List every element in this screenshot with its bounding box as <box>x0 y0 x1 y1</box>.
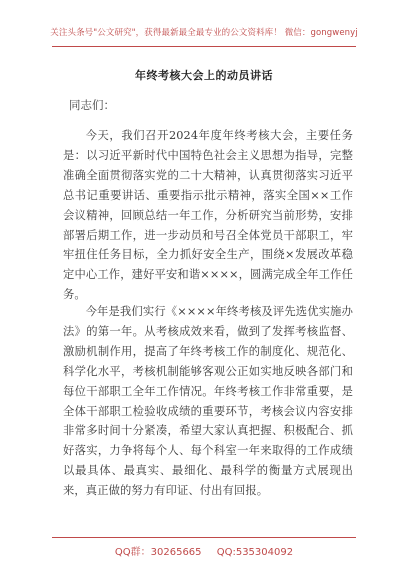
salutation: 同志们： <box>69 98 115 112</box>
footer-qq-group: QQ群：30265665 <box>114 547 202 558</box>
header-divider <box>52 46 356 47</box>
paragraph-1: 今天，我们召开2024年度年终考核大会，主要任务是：以习近平新时代中国特色社会主义思想为指导，完整准确全面贯彻落实党的二十大精神，认真贯彻落实习近平总书记重要讲话、重要指示批示精神，落实全国××工作会议精神，回顾总结一年工作，分析研究当前形势，安排部署后期工作，进一步动员和号召全体党员干部职工，牢牢扭住任务目标，全力抓好安全生产，围绕×发展改革稳定中心工作，建好平安和谐××××，圆满完成全年工作任务。 <box>63 129 353 302</box>
header-notice: 关注头条号"公文研究"，获得最新最全最专业的公文资料库！ 微信：gongwenyj <box>50 28 358 38</box>
document-title: 年终考核大会上的动员讲话 <box>135 69 273 82</box>
footer <box>0 543 408 558</box>
footer-divider <box>52 537 356 538</box>
paragraph-2: 今年是我们实行《××××年终考核及评先选优实施办法》的第一年。从考核成效来看，做到了发挥考核监督、激励机制作用，提高了年终考核工作的制度化、规范化、科学化水平，考核机制能够客观公正如实地反映各部门和每位干部职工全年工作情况。年终考核工作非常重要，是全体干部职工检验收成绩的重要环节，考核会议内容安排非常多时间十分紧凑，希望大家认真把握、积极配合、抓好落实，力争将每个人、每个科室一年来取得的工作成绩以最具体、最真实、最细化、最科学的衡量方式展现出来，真正做的努力有印证、付出有回报。 <box>63 305 353 498</box>
footer-qq: QQ:535304092 <box>216 547 294 558</box>
